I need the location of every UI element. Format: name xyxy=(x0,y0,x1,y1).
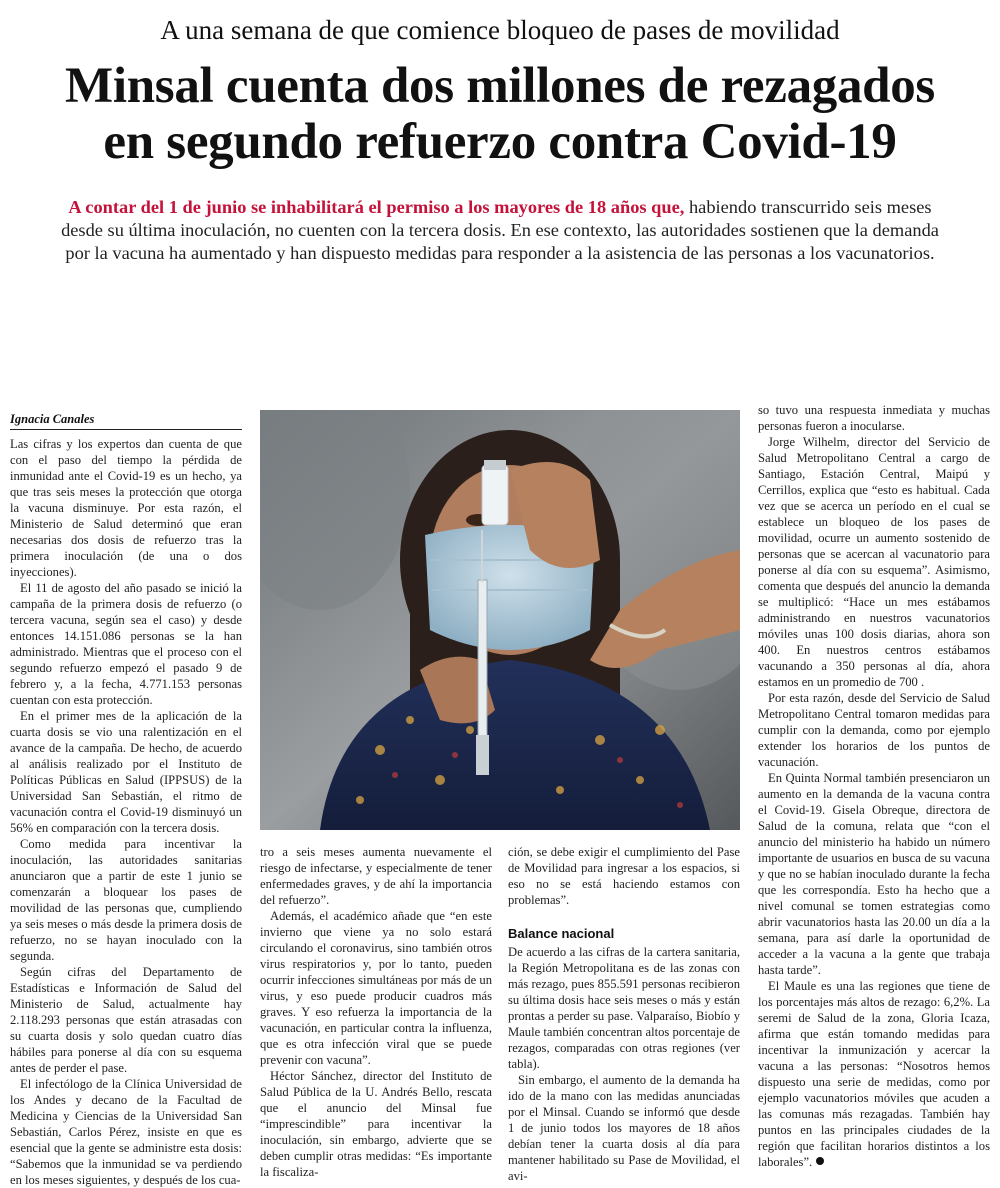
column-4 xyxy=(758,402,990,1170)
body-paragraph: Sin embargo, el aumento de la demanda ha ido de la mano con las medidas anunciadas por el Minsal. Cuando se informó que desde 1 de junio todos los mayores de 18 años debían tener la cuarta dosis al día para mantener habilitado su Pase de Movilidad, el avi- xyxy=(508,1073,740,1183)
body-paragraph: Por esta razón, desde del Servicio de Salud Metropolitano Central tomaron medidas para cumplir con la demanda, como por ejemplo extender los horarios de los puntos de vacunación. xyxy=(758,691,990,769)
end-mark-icon xyxy=(816,1157,824,1165)
body-paragraph: Jorge Wilhelm, director del Servicio de Salud Metropolitano Central a cargo de Santiago, Estación Central, Maipú y Cerrillos, explica que “esto es habitual. Cada vez que se acerca un período en el cual se establece un bloqueo de los pases de movilidad, ocurre un aumento sostenido de personas que se acercan al vacunatorio para ponerse al día con su esquema”. Asimismo, comenta que después del anuncio la demanda se multiplicó: “Hace un mes estábamos administrando en nuestros vacunatorios móviles unas 100 dosis diarias, ahora son 400. En nuestros centros estábamos vacunando a 350 personas al día, ahora estamos en un promedio de 700 . xyxy=(758,435,990,689)
byline: Ignacia Canales xyxy=(10,412,242,430)
lead-highlight: A contar del 1 de junio se inhabilitará el permiso a los mayores de 18 años que, xyxy=(68,197,685,217)
headline-line-1: Minsal cuenta dos millones de rezagados xyxy=(65,58,935,114)
body-paragraph: En Quinta Normal también presenciaron un aumento en la demanda de la vacuna contra el Covid-19. Gisela Obreque, directora de Salud de la comuna, relata que “con el anuncio del ministerio ha habido un número importante de usuarios en busca de su vacuna y que no se habían inoculado durante la fecha que les correspondía. Esto ha hecho que a nivel comunal se tomen estrategias como abrir vacunatorios hasta las 20.00 un día a la semana, para así darle la oportunidad de acceder a la vacuna a la gente que trabaja hasta tarde”. xyxy=(758,771,990,977)
body-paragraph: Como medida para incentivar la inoculación, las autoridades sanitarias anunciaron que a partir de este 1 junio se comenzarán a bloquear los pases de movilidad de las personas que, cumpliendo ya seis meses o más desde la primera dosis de refuerzo, no se hayan inoculado con la segunda. xyxy=(10,837,242,963)
body-paragraph: Según cifras del Departamento de Estadísticas e Información de Salud del Ministerio de Salud, actualmente hay 2.118.293 personas que están atrasadas con su cuarta dosis y solo quedan cuatro días hábiles para ponerse al día con su esquema antes de perder el pase. xyxy=(10,965,242,1075)
lead-paragraph xyxy=(60,196,940,265)
lead-rest: habiendo transcurrido seis meses desde su última inoculación, no cuenten con la tercera dosis. En ese contexto, las autoridades sostienen que la demanda por la vacuna ha aumentado y han dispuesto medidas para responder a la asistencia de las personas a los vacunatorios. xyxy=(61,197,939,263)
column-1 xyxy=(10,436,242,1188)
body-paragraph xyxy=(758,978,990,1170)
body-paragraph: ción, se debe exigir el cumplimiento del Pase de Movilidad para ingresar a los espacios, si eso no se está haciendo estamos con problemas”. xyxy=(508,845,740,907)
headline-line-2: en segundo refuerzo contra Covid-19 xyxy=(103,114,897,170)
body-paragraph: Héctor Sánchez, director del Instituto de Salud Pública de la U. Andrés Bello, rescata que el anuncio del Minsal fue “imprescindible” para incentivar la inoculación, sin embargo, advierte que se deben cumplir otras medidas: “Es importante la fiscaliza- xyxy=(260,1069,492,1179)
body-paragraph-text: El Maule es una las regiones que tiene de los porcentajes más altos de rezago: 6,2%. La seremi de Salud de la zona, Gloria Icaza, afirma que están tomando medidas para incentivar la inmunización y acercar la vacuna a las personas: “Nosotros hemos dispuesto una serie de medidas, como por ejemplo vacunatorios móviles que acuden a las comunas más rezagadas. También hay puntos en las principales ciudades de la región que facilitan horarios distintos a los laborales”. xyxy=(758,979,990,1169)
body-paragraph: Las cifras y los expertos dan cuenta de que con el paso del tiempo la pérdida de inmunidad ante el Covid-19 es un hecho, ya que tras seis meses la protección que otorga la vacuna disminuye. Por esta razón, el Ministerio de Salud determinó que eran necesarias dos dosis de refuerzo tras la primera inoculación (de una o dos inyecciones). xyxy=(10,437,242,579)
body-paragraph: En el primer mes de la aplicación de la cuarta dosis se vio una ralentización en el avance de la campaña. De hecho, de acuerdo al análisis realizado por el Instituto de Políticas Públicas en Salud (IPPSUS) de la Universidad San Sebastián, el ritmo de vacunación contra el Covid-19 disminuyó un 56% en comparación con la tercera dosis. xyxy=(10,709,242,835)
body-paragraph: De acuerdo a las cifras de la cartera sanitaria, la Región Metropolitana es de las zonas con más rezago, pues 855.591 personas recibieron su última dosis hace seis meses o más y están prontas a perder su pase. Valparaíso, Biobío y Maule también concentran altos porcentaje de rezagos, comparadas con otras regiones (ver tabla). xyxy=(508,945,740,1071)
column-3 xyxy=(508,844,740,1184)
kicker: A una semana de que comience bloqueo de pases de movilidad xyxy=(160,15,840,45)
body-paragraph: tro a seis meses aumenta nuevamente el riesgo de infectarse, y especialmente de tener enfermedades graves, y de ahí la importancia del refuerzo”. xyxy=(260,845,492,907)
body-paragraph: El infectólogo de la Clínica Universidad de los Andes y decano de la Facultad de Medicina y Ciencias de la Universidad San Sebastián, Carlos Pérez, insiste en que es esencial que la gente se administre esta dosis: “Sabemos que la inmunidad se va perdiendo en los meses siguientes, y después de los cua- xyxy=(10,1077,242,1187)
body-paragraph: so tuvo una respuesta inmediata y muchas personas fueron a inocularse. xyxy=(758,403,990,433)
vaccine-photo xyxy=(260,410,740,830)
column-2 xyxy=(260,844,492,1180)
vaccine-photo-icon xyxy=(260,410,740,830)
subhead: Balance nacional xyxy=(508,926,615,941)
headline xyxy=(10,58,990,170)
body-paragraph: Además, el académico añade que “en este invierno que viene ya no solo estará circulando el coronavirus, sino también otros virus respiratorios y, por lo tanto, pueden ocurrir infecciones simultáneas por más de un virus, y eso puede producir cuadros más graves. Y eso refuerza la importancia de la vacunación, en particular contra la influenza, que es otra infección viral que se puede prevenir con vacuna”. xyxy=(260,909,492,1067)
body-paragraph: El 11 de agosto del año pasado se inició la campaña de la primera dosis de refuerzo (o tercera vacuna, según sea el caso) y desde entonces 14.151.086 personas se la han administrado. Mientras que el proceso con el segundo refuerzo empezó el pasado 9 de febrero y, a la fecha, 4.771.153 personas cuentan con esta protección. xyxy=(10,581,242,707)
